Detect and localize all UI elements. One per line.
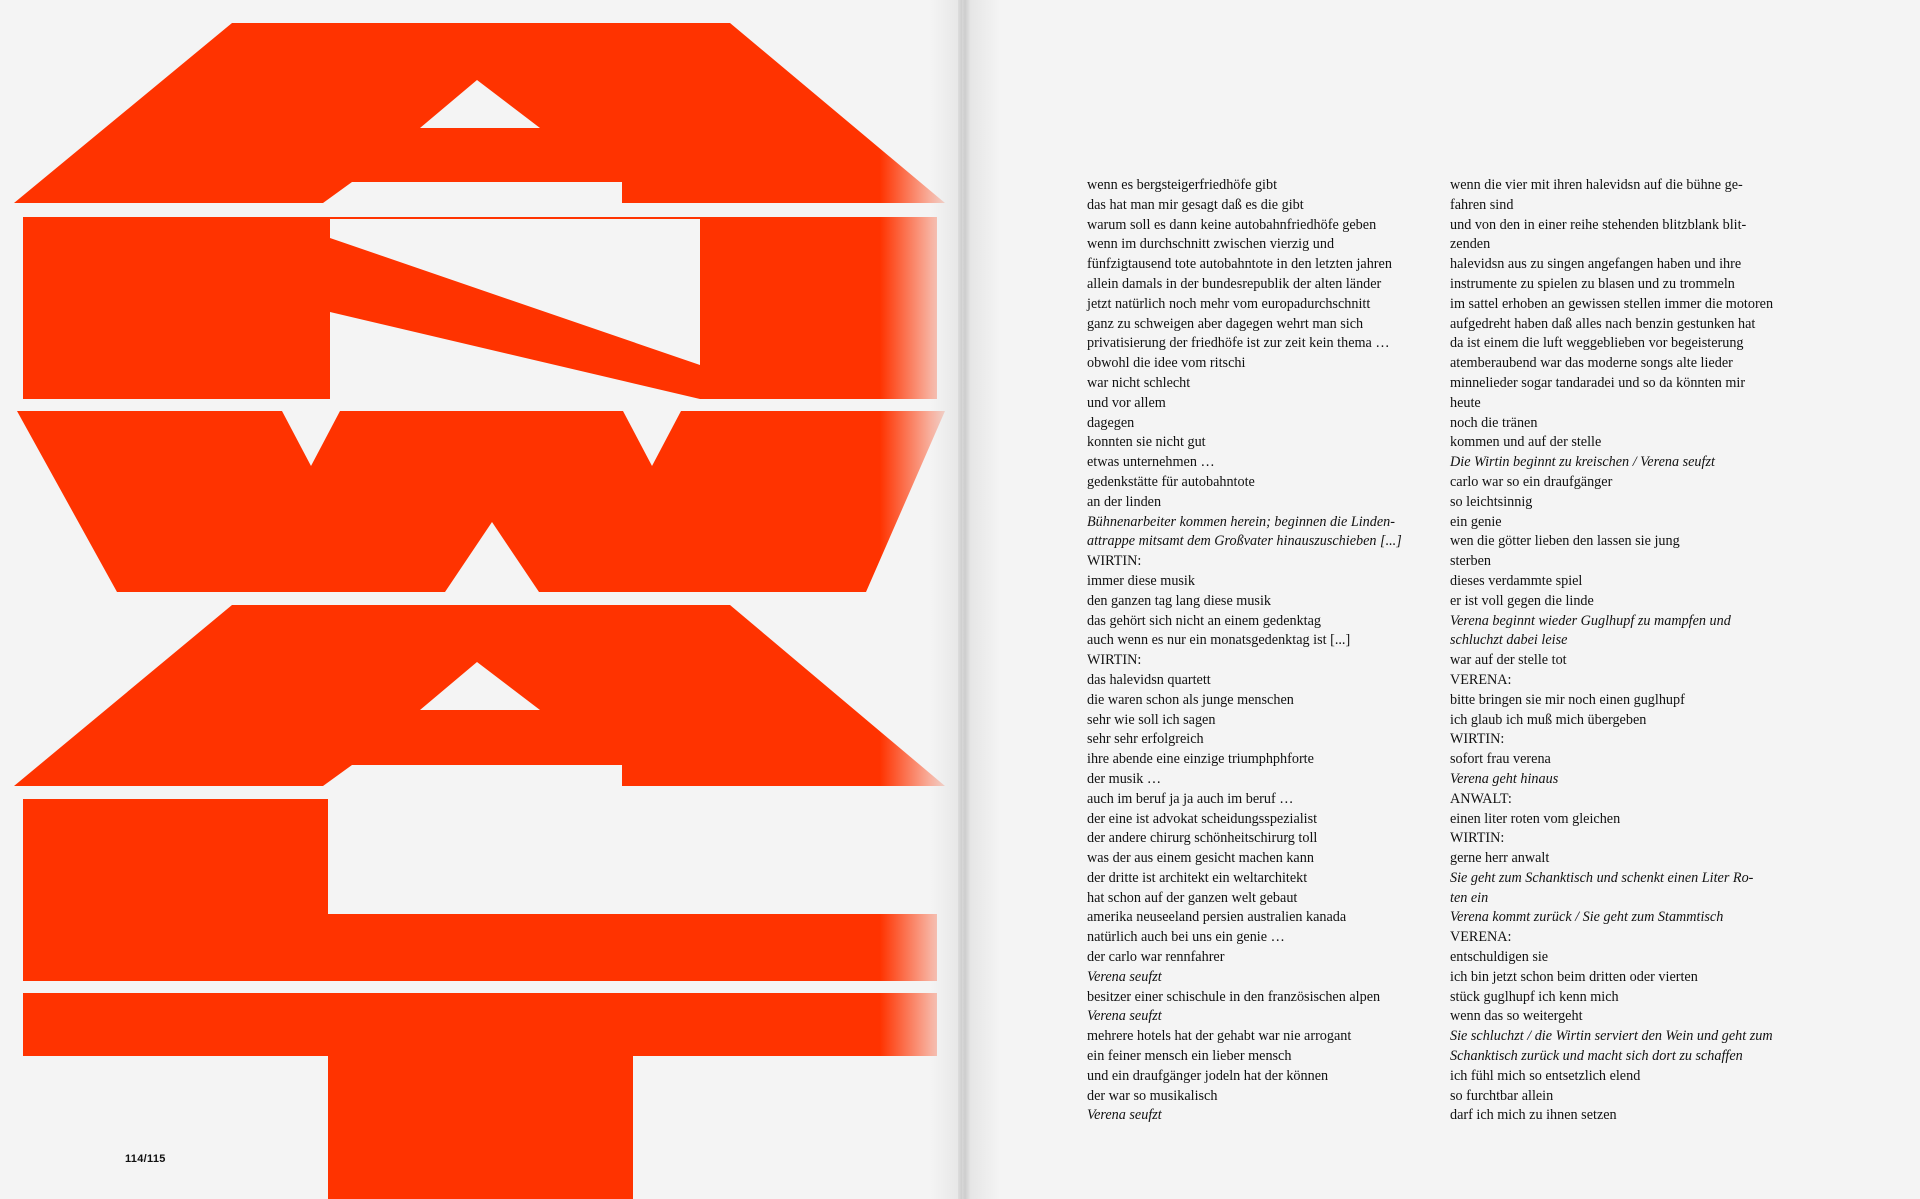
text-line: ANWALT: [1450,790,1512,807]
text-line: das halevidsn quartett [1087,671,1211,688]
text-line: gerne herr anwalt [1450,850,1550,867]
text-line: da ist einem die luft weggeblieben vor begeisterung [1450,335,1744,352]
letter-a-bottom-shape [14,605,945,786]
text-line: fünfzigtausend tote autobahntote in den letzten jahren [1087,256,1392,273]
text-line: halevidsn aus zu singen angefangen haben und ihre [1450,256,1742,273]
stage-direction-line: schluchzt dabei leise [1450,632,1568,649]
text-line: ich fühl mich so entsetzlich elend [1450,1067,1641,1084]
stage-direction-line: Sie geht zum Schanktisch und schenkt einen Liter Ro- [1450,869,1754,886]
text-line: jetzt natürlich noch mehr vom europadurchschnitt [1087,295,1371,312]
text-line: bitte bringen sie mir noch einen guglhupf [1450,691,1685,708]
text-line: aufgedreht haben daß alles nach benzin gestunken hat [1450,315,1756,332]
text-line: das gehört sich nicht an einem gedenktag [1087,612,1322,629]
text-line: allein damals in der bundesrepublik der alten länder [1087,275,1382,292]
text-line: der eine ist advokat scheidungsspezialist [1087,810,1318,827]
text-line: hat schon auf der ganzen welt gebaut [1087,889,1298,906]
text-line: wenn es bergsteigerfriedhöfe gibt [1087,177,1278,193]
text-line: heute [1450,394,1481,411]
text-line: natürlich auch bei uns ein genie … [1087,929,1285,946]
text-line: der musik … [1087,770,1162,787]
text-line: im sattel erhoben an gewissen stellen immer die motoren [1450,295,1774,312]
text-line: war nicht schlecht [1087,374,1191,391]
text-line: WIRTIN: [1450,830,1505,847]
text-line: er ist voll gegen die linde [1450,592,1594,609]
text-line: die waren schon als junge menschen [1087,691,1294,708]
text-line: VERENA: [1450,929,1512,946]
text-line: und vor allem [1087,394,1166,411]
stage-direction-line: attrappe mitsamt dem Großvater hinauszuschieben [...] [1087,533,1402,550]
text-line: entschuldigen sie [1450,949,1549,966]
text-line: gedenkstätte für autobahntote [1087,473,1255,490]
stage-direction-line: Verena seufzt [1087,968,1162,985]
text-line: sofort frau verena [1450,751,1551,768]
text-line: einen liter roten vom gleichen [1450,810,1621,827]
text-line: und von den in einer reihe stehenden blitzblank blit- [1450,216,1747,233]
book-gutter-shadow [930,0,1000,1199]
text-line: obwohl die idee vom ritschi [1087,355,1246,372]
text-line: fahren sind [1450,196,1514,213]
text-line: sehr wie soll ich sagen [1087,711,1216,728]
text-line: instrumente zu spielen zu blasen und zu trommeln [1450,275,1735,292]
text-line: und ein draufgänger jodeln hat der können [1087,1067,1329,1084]
text-line: der carlo war rennfahrer [1087,949,1225,966]
text-line: der war so musikalisch [1087,1087,1218,1104]
text-line: WIRTIN: [1087,553,1142,570]
stage-direction-line: ten ein [1450,889,1489,906]
stage-direction-line: Sie schluchzt / die Wirtin serviert den Wein und geht zum [1450,1028,1773,1045]
text-line: noch die tränen [1450,414,1538,431]
text-line: das hat man mir gesagt daß es die gibt [1087,196,1304,213]
text-line: WIRTIN: [1450,731,1505,748]
stage-direction-line: Die Wirtin beginnt zu kreischen / Verena seufzt [1450,454,1715,471]
text-column-right [1450,176,1795,1126]
text-line: ein genie [1450,513,1502,530]
text-line: immer diese musik [1087,572,1195,589]
text-line: war auf der stelle tot [1450,652,1567,669]
text-line: kommen und auf der stelle [1450,434,1602,451]
text-line: wenn die vier mit ihren halevidsn auf die bühne ge- [1450,177,1743,193]
text-line: VERENA: [1450,671,1512,688]
text-line: dieses verdammte spiel [1450,572,1583,589]
letter-t-stem [328,993,633,1199]
text-line: der dritte ist architekt ein weltarchitekt [1087,869,1308,886]
stage-direction-line: Verena kommt zurück / Sie geht zum Stammtisch [1450,909,1724,926]
text-line: den ganzen tag lang diese musik [1087,592,1271,609]
text-line: sehr sehr erfolgreich [1087,731,1204,748]
anwalt-title-artwork [0,0,958,1199]
text-line: minnelieder sogar tandaradei und so da könnten mir [1450,374,1746,391]
letter-a-top-shape [14,23,945,203]
page-number: 114/115 [125,1153,166,1165]
text-line: stück guglhupf ich kenn mich [1450,988,1619,1005]
text-line: mehrere hotels hat der gehabt war nie arrogant [1087,1028,1352,1045]
letter-n-shape [23,217,937,399]
text-line: privatisierung der friedhöfe ist zur zeit kein thema … [1087,335,1390,352]
text-line: zenden [1450,236,1491,253]
text-line: wenn das so weitergeht [1450,1008,1583,1025]
text-line: so leichtsinnig [1450,493,1533,510]
text-line: WIRTIN: [1087,652,1142,669]
text-column-left [1087,176,1447,1126]
text-line: amerika neuseeland persien australien kanada [1087,909,1347,926]
text-line: ich bin jetzt schon beim dritten oder vierten [1450,968,1698,985]
letter-l-foot [23,914,937,981]
stage-direction-line: Verena seufzt [1087,1008,1162,1025]
stage-direction-line: Verena geht hinaus [1450,770,1559,787]
text-line: atemberaubend war das moderne songs alte lieder [1450,355,1733,372]
stage-direction-line: Schanktisch zurück und macht sich dort zu schaffen [1450,1048,1743,1065]
text-line: der andere chirurg schönheitschirurg toll [1087,830,1318,847]
text-line: ganz zu schweigen aber dagegen wehrt man sich [1087,315,1364,332]
stage-direction-line: Verena seufzt [1087,1107,1162,1124]
text-line: auch im beruf ja ja auch im beruf … [1087,790,1294,807]
text-line: etwas unternehmen … [1087,454,1215,471]
text-line: ein feiner mensch ein lieber mensch [1087,1048,1292,1065]
text-line: ihre abende eine einzige triumphphforte [1087,751,1314,768]
text-line: dagegen [1087,414,1135,431]
text-line: wen die götter lieben den lassen sie jung [1450,533,1680,550]
left-page [0,0,958,1199]
text-line: ich glaub ich muß mich übergeben [1450,711,1647,728]
text-line: konnten sie nicht gut [1087,434,1206,451]
text-line: sterben [1450,553,1491,570]
text-line: carlo war so ein draufgänger [1450,473,1613,490]
stage-direction-line: Bühnenarbeiter kommen herein; beginnen die Linden- [1087,513,1395,530]
text-line: an der linden [1087,493,1162,510]
text-line: wenn im durchschnitt zwischen vierzig und [1087,236,1335,253]
stage-direction-line: Verena beginnt wieder Guglhupf zu mampfen und [1450,612,1731,629]
text-line: besitzer einer schischule in den französischen alpen [1087,988,1381,1005]
text-line: so furchtbar allein [1450,1087,1554,1104]
text-line: darf ich mich zu ihnen setzen [1450,1107,1617,1124]
text-line: warum soll es dann keine autobahnfriedhöfe geben [1087,216,1377,233]
text-line: was der aus einem gesicht machen kann [1087,850,1314,867]
text-line: auch wenn es nur ein monatsgedenktag ist [...] [1087,632,1351,649]
